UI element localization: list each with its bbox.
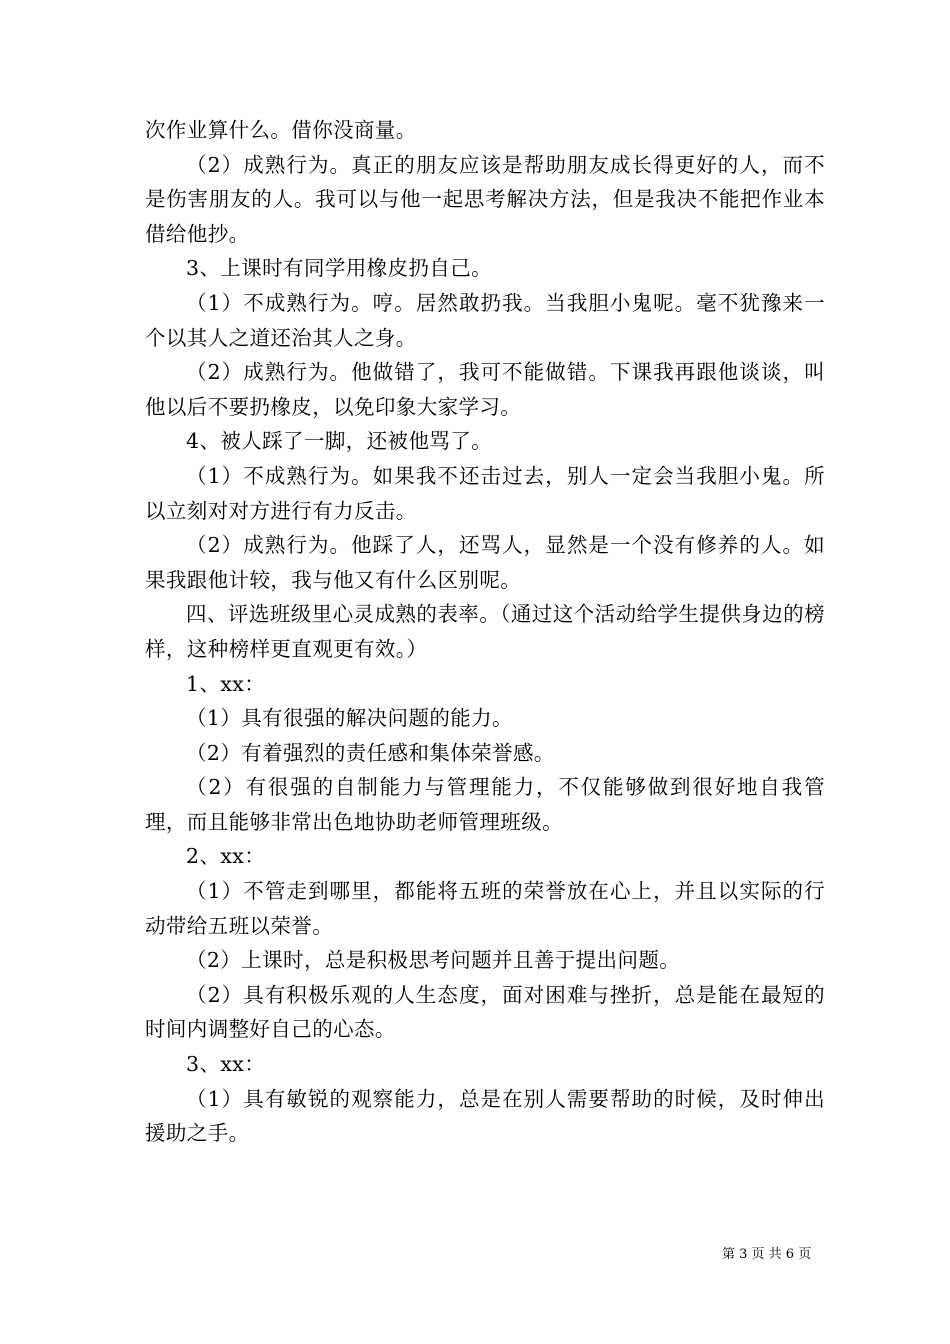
document-body [145,113,825,1151]
paragraph: 次作业算什么。借你没商量。 [145,118,417,142]
list-item: （2）有很强的自制能力与管理能力，不仅能够做到很好地自我管理，而且能够非常出色地协助老师管理班级。 [145,775,825,834]
list-item: （2）上课时，总是积极思考问题并且善于提出问题。 [186,948,681,973]
list-item: （1）具有敏锐的观察能力，总是在别人需要帮助的时候，及时伸出援助之手。 [145,1086,825,1146]
section-item-heading: 2、xx： [186,844,266,869]
paragraph: （2）成熟行为。他做错了，我可不能做错。下课我再跟他谈谈，叫他以后不要扔橡皮，以免印象大家学习。 [145,360,825,419]
paragraph: （2）成熟行为。他踩了人，还骂人，显然是一个没有修养的人。如果我跟他计较，我与他又有什么区别呢。 [145,533,825,592]
page-number-footer: 第 3 页 共 6 页 [722,1247,812,1262]
section-item-heading: 3、xx： [186,1052,266,1077]
section-item-heading: 4、被人踩了一脚，还被他骂了。 [186,429,493,454]
paragraph: （1）不成熟行为。如果我不还击过去，别人一定会当我胆小鬼。所以立刻对对方进行有力反击。 [145,463,825,523]
section-item-heading: 1、xx： [186,671,266,696]
list-item: （2）具有积极乐观的人生态度，面对困难与挫折，总是能在最短的时间内调整好自己的心态。 [145,982,825,1042]
section-heading: 四、评选班级里心灵成熟的表率。（通过这个活动给学生提供身边的榜样，这种榜样更直观更有效。） [145,602,825,661]
list-item: （1）具有很强的解决问题的能力。 [186,706,513,731]
paragraph: （1）不成熟行为。哼。居然敢扔我。当我胆小鬼呢。毫不犹豫来一个以其人之道还治其人之身。 [145,290,825,350]
list-item: （1）不管走到哪里，都能将五班的荣誉放在心上，并且以实际的行动带给五班以荣誉。 [145,879,825,938]
paragraph: （2）成熟行为。真正的朋友应该是帮助朋友成长得更好的人，而不是伤害朋友的人。我可以与他一起思考解决方法，但是我决不能把作业本借给他抄。 [145,152,825,246]
section-item-heading: 3、上课时有同学用橡皮扔自己。 [186,256,493,281]
list-item: （2）有着强烈的责任感和集体荣誉感。 [186,740,555,765]
